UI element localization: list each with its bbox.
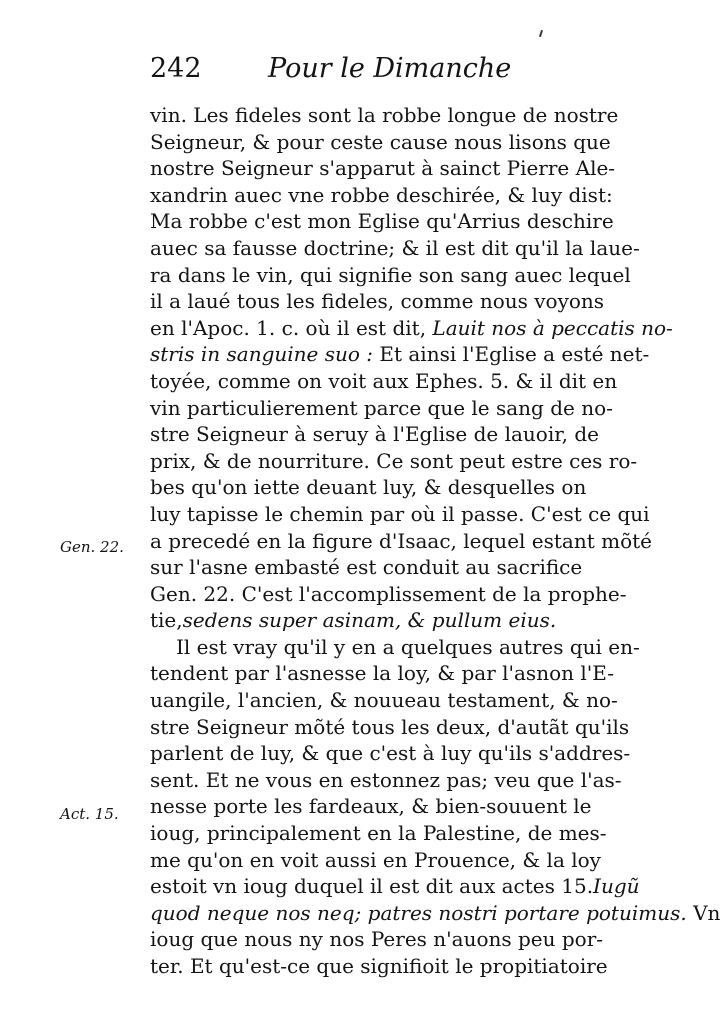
text-line: tendent par l'asnesse la loy, & par l'asnon l'E- <box>150 661 614 686</box>
text-line: xandrin auec vne robbe deschirée, & luy dist: <box>150 182 613 207</box>
text-line: Gen. 22. C'est l'accomplissement de la prophe- <box>150 581 627 606</box>
text-line: prix, & de nourriture. Ce sont peut estre ces ro- <box>150 448 638 473</box>
text-line <box>150 873 640 900</box>
text-line: luy tapisse le chemin par où il passe. C'est ce qui <box>150 501 650 526</box>
text-line: sur l'asne embasté est conduit au sacrifice <box>150 555 583 580</box>
text-line: uangile, l'ancien, & nouueau testament, & no- <box>150 688 618 713</box>
text-line: vin. Les fideles sont la robbe longue de nostre <box>150 103 619 127</box>
text-line <box>150 315 673 342</box>
text-segment: Vn <box>693 900 721 925</box>
text-line: ter. Et qu'est-ce que signifioit le propitiatoire <box>150 954 608 978</box>
text-line: nesse porte les fardeaux, & bien-souuent le <box>150 794 592 819</box>
text-line: a precedé en la figure d'Isaac, lequel estant mõté <box>150 528 652 553</box>
text-line <box>150 341 650 368</box>
text-segment: tie, <box>150 608 183 633</box>
latin-quotation: stris in sanguine suo : <box>150 342 374 367</box>
text-line: stre Seigneur mõté tous les deux, d'autãt qu'ils <box>150 714 630 739</box>
text-line: parlent de luy, & que c'est à luy qu'ils s'addres- <box>150 741 631 766</box>
text-line: nostre Seigneur s'apparut à sainct Pierre Ale- <box>150 156 616 181</box>
margin-note-genesis: Gen. 22. <box>60 538 124 556</box>
text-line <box>150 607 580 634</box>
text-line: me qu'on en voit aussi en Prouence, & la loy <box>150 847 601 872</box>
text-segment: en l'Apoc. 1. c. où il est dit, <box>150 315 427 340</box>
margin-note-acts: Act. 15. <box>60 805 119 823</box>
latin-quotation: sedens super asinam, & pullum eius. <box>182 608 557 633</box>
text-line: auec sa fausse doctrine; & il est dit qu'il la laue- <box>150 235 640 260</box>
text-line: il a laué tous les fideles, comme nous voyons <box>150 289 605 314</box>
text-line: Seigneur, & pour ceste cause nous lisons que <box>150 129 611 154</box>
latin-quotation: Lauit nos à peccatis no- <box>432 315 673 340</box>
text-line: Ma robbe c'est mon Eglise qu'Arrius deschire <box>150 209 614 234</box>
text-line: toyée, comme on voit aux Ephes. 5. & il dit en <box>150 368 618 393</box>
text-line: Il est vray qu'il y en a quelques autres qui en- <box>176 634 640 659</box>
latin-quotation: quod neque nos neq; patres nostri portare potuimus. <box>150 900 687 925</box>
text-segment: estoit vn ioug duquel il est dit aux actes 15. <box>150 874 594 899</box>
main-text-block <box>150 102 721 980</box>
text-line: vin particulierement parce que le sang de no- <box>150 395 613 420</box>
page-number: 242 <box>150 53 202 84</box>
text-segment: Et ainsi l'Eglise a esté net- <box>379 342 650 367</box>
text-line: sent. Et ne vous en estonnez pas; veu que l'as- <box>150 767 622 792</box>
ink-tick-mark <box>539 30 543 37</box>
running-title: Pour le Dimanche <box>268 53 512 84</box>
text-line: ra dans le vin, qui signifie son sang auec lequel <box>150 262 631 287</box>
text-line <box>150 900 721 927</box>
text-line: ioug, principalement en la Palestine, de mes- <box>150 821 607 846</box>
text-line: bes qu'on iette deuant luy, & desquelles on <box>150 475 587 500</box>
running-head <box>150 52 580 86</box>
latin-quotation: Iugũ <box>593 874 640 899</box>
text-line: ioug que nous ny nos Peres n'auons peu por- <box>150 927 604 952</box>
text-line: stre Seigneur à seruy à l'Eglise de lauoir, de <box>150 422 599 447</box>
